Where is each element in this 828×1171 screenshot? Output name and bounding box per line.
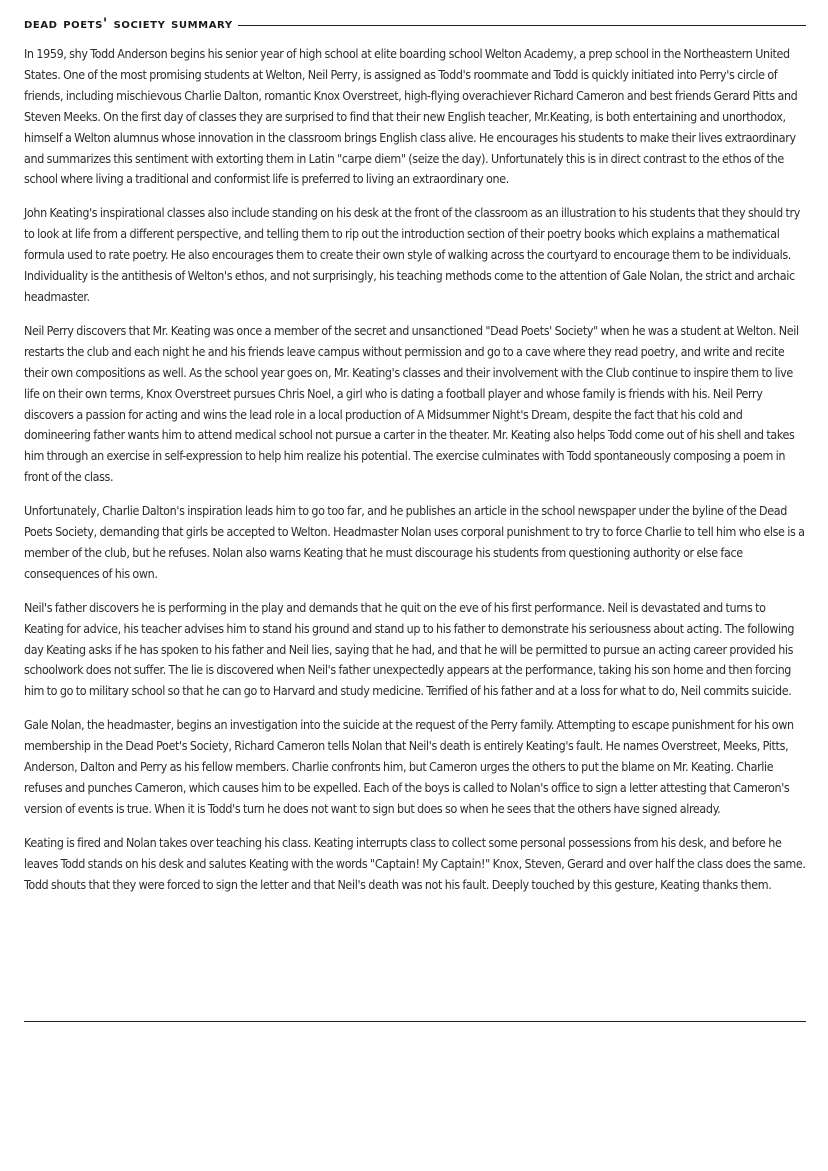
paragraph-3: Neil Perry discovers that Mr. Keating was once a member of the secret and unsanctioned "Dead Poets' Society" when he was a student at Welton. Neil restarts the club and each night he and his friends leave campus without permission and go to a cave where they read poetry, and write and recite their own compositions as well. As the school year goes on, Mr. Keating's classes and their involvement with the Club continue to inspire them to live life on their own terms, Knox Overstreet pursues Chris Noel, a girl who is dating a football player and whose family is friends with his. Neil Perry discovers a passion for acting and wins the lead role in a local production of A Midsummer Night's Dream, despite the fact that his cold and domineering father wants him to attend medical school not pursue a carter in the theater. Mr. Keating also helps Todd come out of his shell and takes him through an exercise in self-expression to help him realize his potential. The exercise culminates with Todd spontaneously composing a poem in front of the class. <box>24 322 799 485</box>
paragraph-5: Neil's father discovers he is performing in the play and demands that he quit on the eve of his first performance. Neil is devastated and turns to Keating for advice, his teacher advises him to stand his ground and stand up to his father to demonstrate his seriousness about acting. The following day Keating asks if he has spoken to his father and Neil lies, saying that he had, and that he will be permitted to pursue an acting career provided his schoolwork does not suffer. The lie is discovered when Neil's father unexpectedly appears at the performance, taking his son home and then forcing him to go to military school so that he can go to Harvard and study medicine. Terrified of his father and at a loss for what to do, Neil commits suicide. <box>24 599 795 699</box>
summary-body <box>24 44 806 896</box>
page-title: dead poets' society summary <box>24 16 233 32</box>
title-row <box>24 10 806 38</box>
summary-page <box>24 10 806 909</box>
bottom-divider <box>24 1021 806 1022</box>
paragraph-7: Keating is fired and Nolan takes over teaching his class. Keating interrupts class to collect some personal possessions from his desk, and before he leaves Todd stands on his desk and salutes Keating with the words "Captain! My Captain!" Knox, Steven, Gerard and over half the class does the same. Todd shouts that they were forced to sign the letter and that Neil's death was not his fault. Deeply touched by this gesture, Keating thanks them. <box>24 834 806 892</box>
title-underline <box>238 25 806 26</box>
paragraph-6: Gale Nolan, the headmaster, begins an investigation into the suicide at the request of the Perry family. Attempting to escape punishment for his own membership in the Dead Poet's Society, Richard Cameron tells Nolan that Neil's death is entirely Keating's fault. He names Overstreet, Meeks, Pitts, Anderson, Dalton and Perry as his fellow members. Charlie confronts him, but Cameron urges the others to put the blame on Mr. Keating. Charlie refuses and punches Cameron, which causes him to be expelled. Each of the boys is called to Nolan's office to sign a letter attesting that Cameron's version of events is true. When it is Todd's turn he does not want to sign but does so when he sees that the others have signed already. <box>24 717 794 816</box>
paragraph-1: In 1959, shy Todd Anderson begins his senior year of high school at elite boarding school Welton Academy, a prep school in the Northeastern United States. One of the most promising students at Welton, Neil Perry, is assigned as Todd's roommate and Todd is quickly initiated into Perry's circle of friends, including mischievous Charlie Dalton, romantic Knox Overstreet, high-flying overachiever Richard Cameron and best friends Gerard Pitts and Steven Meeks. On the first day of classes they are surprised to find that their new English teacher, Mr.Keating, is both entertaining and unorthodox, himself a Welton alumnus whose innovation in the classroom brings English class alive. He encourages his students to make their lives extraordinary and summarizes this sentiment with extorting them in Latin "carpe diem" (seize the day). Unfortunately this is in direct contrast to the ethos of the school where living a traditional and conformist life is preferred to living an extraordinary one. <box>24 46 798 187</box>
paragraph-4: Unfortunately, Charlie Dalton's inspiration leads him to go too far, and he publishes an article in the school newspaper under the byline of the Dead Poets Society, demanding that girls be accepted to Welton. Headmaster Nolan uses corporal punishment to try to force Charlie to tell him who else is a member of the club, but he refuses. Nolan also warns Keating that he must discourage his students from questioning authority or else face consequences of his own. <box>24 503 805 581</box>
paragraph-2: John Keating's inspirational classes also include standing on his desk at the front of the classroom as an illustration to his students that they should try to look at life from a different perspective, and telling them to rip out the introduction section of their poetry books which explains a mathematical formula used to rate poetry. He also encourages them to create their own style of walking across the courtyard to encourage them to be individuals. Individuality is the antithesis of Welton's ethos, and not surprisingly, his teaching methods come to the attention of Gale Nolan, the strict and archaic headmaster. <box>24 205 800 304</box>
